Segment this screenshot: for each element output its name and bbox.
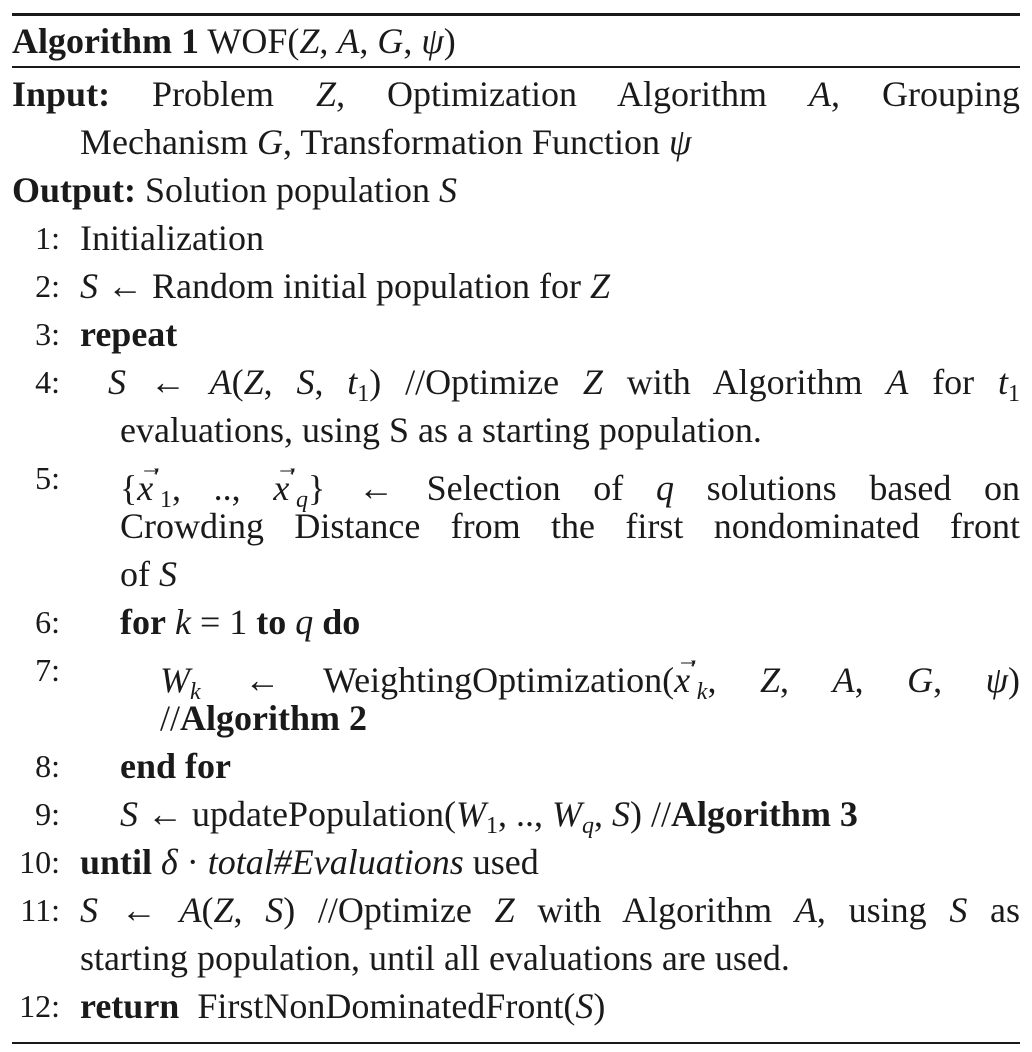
step-3 — [12, 310, 1020, 358]
step-5-line-2: Crowding Distance from the first nondominated front — [120, 506, 1020, 546]
algorithm-label: Algorithm 1 — [12, 21, 199, 61]
top-rule — [12, 13, 1020, 16]
step-6: 6: for k = 1 to q do — [12, 598, 1020, 646]
step-8 — [12, 742, 1020, 790]
input-line-1: Input: Problem Z, Optimization Algorithm A, Grouping — [12, 74, 1020, 114]
line-number: 12: — [19, 988, 60, 1024]
step-5-line-1: {$x \to'_1$, .., $x \to'_q$} ← Selection of q solutions based on — [120, 454, 1020, 524]
step-1 — [12, 214, 1020, 262]
input-line-2: Mechanism G, Transformation Function ψ — [80, 122, 692, 162]
step-9: 9: S ← $updatePopulation(W_1$, .., $W_q$, S) //Algorithm 3 — [12, 790, 1020, 850]
algorithm-params: (Z, A, G, ψ) — [287, 21, 456, 61]
keyword-repeat: repeat — [80, 314, 178, 354]
header-rule — [12, 66, 1020, 68]
line-number: 11: — [20, 892, 60, 928]
keyword-end-for: end for — [120, 746, 231, 786]
step-7-line-2: //Algorithm 2 — [160, 698, 367, 738]
step-4-line-2: evaluations, using S as a starting population. — [120, 410, 762, 450]
output-line: Output: Solution population S — [12, 170, 458, 210]
line-number: 1: — [35, 220, 60, 256]
line-number: 8: — [35, 748, 60, 784]
step-2: 2: S ← Random initial population for Z — [12, 262, 1020, 310]
line-number: 4: — [35, 364, 60, 400]
line-number: 6: — [35, 604, 60, 640]
algorithm-name: WOF — [207, 21, 288, 61]
line-number: 7: — [35, 652, 60, 688]
line-number: 2: — [35, 268, 60, 304]
step-7-line-1: $W_k$ ← WeightingOptimization(x $\to'_k$, Z, A, G, ψ) — [160, 646, 1020, 716]
step-10: 10: until δ · total#Evaluations used — [12, 838, 1020, 886]
step-4-line-1: S ← A(Z, S, $t_1$) //Optimize Z with Algorithm A for $t_1$ — [108, 362, 1020, 407]
step-5-line-3: of S — [120, 554, 177, 594]
step-11-line-2: starting population, until all evaluations are used. — [80, 938, 790, 978]
step-text: Initialization — [80, 218, 264, 258]
line-number: 3: — [35, 316, 60, 352]
step-11-line-1: S ← A(Z, S) //Optimize Z with Algorithm A, using S as — [80, 890, 1021, 930]
line-number: 5: — [35, 460, 60, 496]
bottom-rule — [12, 1042, 1020, 1044]
input-label: Input: — [12, 74, 111, 114]
line-number: 9: — [35, 796, 60, 832]
line-number: 10: — [19, 844, 60, 880]
output-label: Output: — [12, 170, 137, 210]
step-12: 12: return FirstNonDominatedFront(S) — [12, 982, 1020, 1030]
algorithm-title — [12, 17, 1020, 65]
